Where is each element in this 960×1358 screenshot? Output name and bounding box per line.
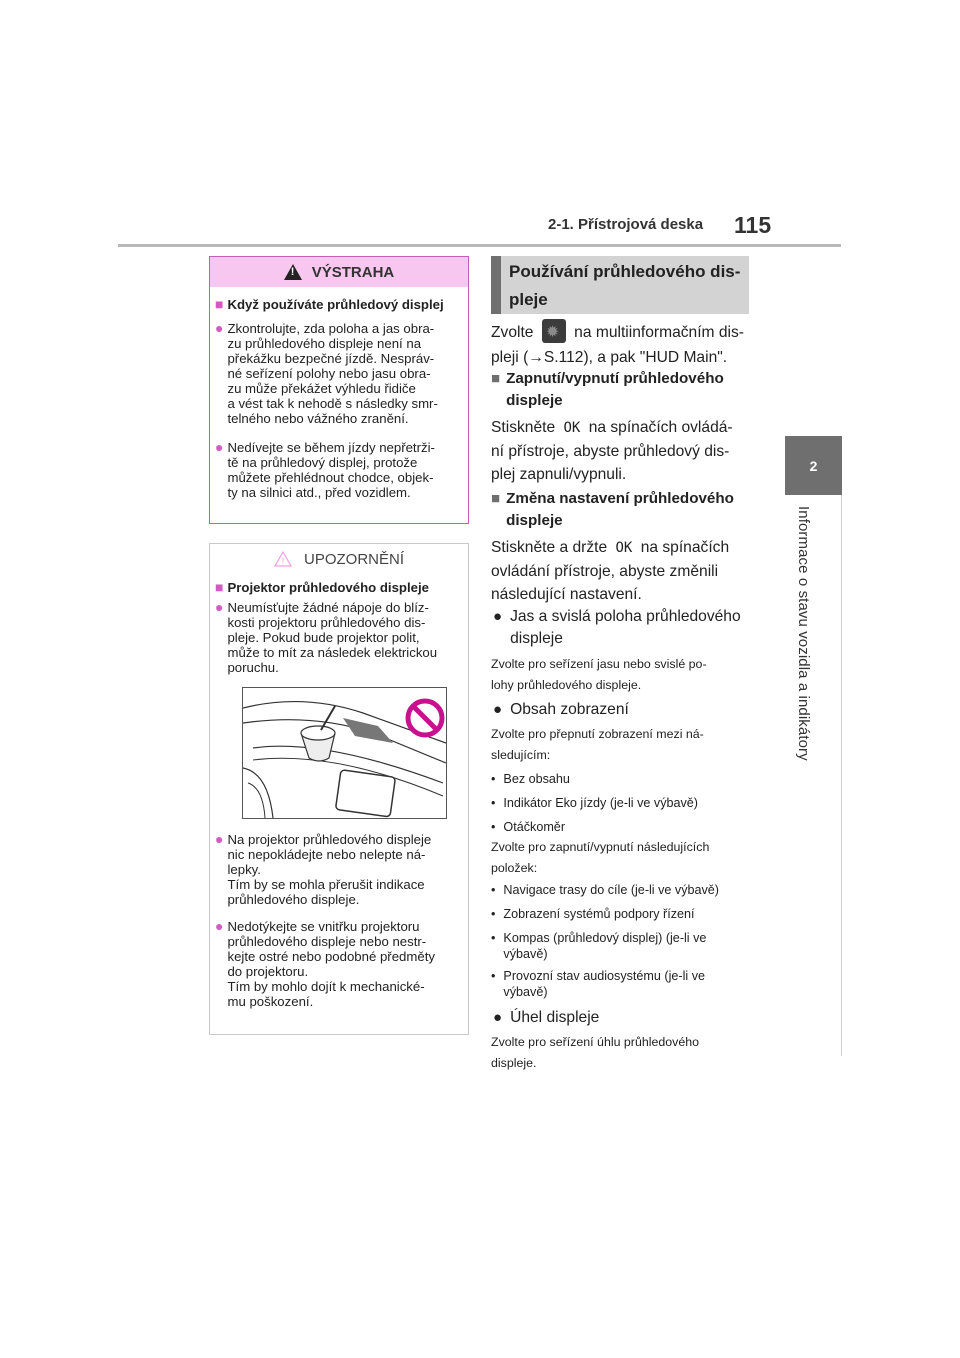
warning-header [210, 257, 468, 287]
content-option-list [491, 771, 749, 835]
item-content-title: ● Obsah zobrazení [491, 699, 749, 721]
bullet-dot-icon: ● [493, 1009, 503, 1026]
caution-triangle-icon [274, 551, 292, 567]
caution-box [209, 543, 469, 1035]
square-bullet-icon: ■ [491, 370, 501, 387]
item-angle-desc: Zvolte pro seřízení úhlu průhledového displeje. [491, 1035, 700, 1070]
list-item: • Otáčkoměr [491, 820, 566, 834]
caution-bullet: ● Na projektor průhledového displeje nic nepokládejte nebo nelepte ná- lepky. Tím by se mohla přerušit indikace průhledového displeje. [215, 831, 432, 907]
svg-text:!: ! [281, 556, 285, 567]
warning-title: VÝSTRAHA [311, 263, 395, 281]
round-bullet-icon: ● [215, 831, 224, 847]
section-title: Používání průhledového dis- pleje [509, 262, 741, 309]
item-brightness-desc: Zvolte pro seřízení jasu nebo svislé po- lohy průhledového displeje. [491, 657, 707, 692]
subsection-toggle-title: ■ Zapnutí/vypnutí průhledového displejе [491, 368, 749, 412]
toggle-instructions: Stiskněte OK na spínačích ovládá- ní přístroje, abyste průhledový dis- plej zapnuli/vypnuli. [491, 419, 733, 483]
list-item: • Zobrazení systémů podpory řízení [491, 907, 695, 921]
chapter-tab-title: Informace o stavu vozidla a indikátory [795, 506, 812, 761]
round-bullet-icon: ● [215, 320, 224, 336]
warning-bullet: ● Nedívejte se během jízdy nepřetrži- tě na průhledový displej, protože můžete přehlédnout chodce, objek- ty na silnici atd., před vozidlem. [215, 439, 435, 500]
bullet-dot-icon: ● [493, 608, 503, 625]
projector-illustration [242, 687, 447, 819]
caution-heading: ■ Projektor průhledového displeje [215, 579, 429, 595]
header-rule [118, 244, 841, 247]
round-bullet-icon: ● [215, 599, 224, 615]
round-bullet-icon: ● [215, 439, 224, 455]
square-bullet-icon: ■ [491, 490, 501, 507]
warning-heading: ■ Když používáte průhledový displej [215, 296, 444, 312]
list-item: • Provozní stav audiosystému (je-li ve výbavě) [491, 969, 706, 999]
caution-bullet: ● Neumísťujte žádné nápoje do blíz- kosti projektoru průhledového dis- pleje. Pokud bude projektor polit, může to mít za následek elektrickou poruchu. [215, 599, 438, 675]
warning-triangle-icon [284, 264, 302, 280]
chapter-tab-number[interactable]: 2 [785, 436, 842, 495]
page-number: 115 [734, 212, 772, 238]
square-bullet-icon: ■ [215, 296, 224, 312]
item-brightness-title: ● Jas a svislá poloha průhledového displeje [491, 606, 749, 650]
tab-divider [841, 436, 842, 1056]
round-bullet-icon: ● [215, 918, 224, 934]
item-content-desc2: Zvolte pro zapnutí/vypnutí následujících položek: [491, 840, 710, 875]
warning-bullet: ● Zkontrolujte, zda poloha a jas obra- zu průhledového displeje není na překážku bezpečné jízdě. Nespráv- né seřízení polohy nebo jasu obra- zu může překážet výhledu řidiče a vést tak k nehodě s následky smr- telného nebo vážného zranění. [215, 320, 438, 426]
subsection-settings-title: ■ Změna nastavení průhledového displeje [491, 488, 749, 532]
caution-title: UPOZORNĚNÍ [303, 550, 404, 568]
square-bullet-icon: ■ [215, 579, 224, 595]
section-header: 2-1. Přístrojová deska [548, 216, 704, 233]
list-item: • Kompas (průhledový displej) (je-li ve výbavě) [491, 931, 707, 961]
settings-instructions: Stiskněte a držte OK na spínačích ovládání přístroje, abyste změnili následující nastavení. [491, 539, 730, 603]
warning-box [209, 256, 469, 524]
ok-button-symbol: OK [563, 420, 581, 436]
settings-gear-icon [542, 319, 566, 343]
list-item: • Indikátor Eko jízdy (je-li ve výbavě) [491, 796, 698, 810]
list-item: • Navigace trasy do cíle (je-li ve výbavě) [491, 883, 719, 897]
list-item: • Bez obsahu [491, 772, 570, 786]
section-title-box [491, 256, 749, 314]
item-angle-title: ● Úhel displeje [491, 1007, 749, 1029]
ok-button-symbol: OK [615, 540, 633, 556]
bullet-dot-icon: ● [493, 701, 503, 718]
toggle-option-list [491, 882, 749, 1000]
item-content-desc: Zvolte pro přepnutí zobrazení mezi ná- sledujícím: [491, 727, 704, 762]
intro-paragraph: Zvolte ✹ na multiinformačním dis- pleji (→S.112), a pak "HUD Main". [491, 320, 749, 369]
caution-header [210, 544, 468, 574]
caution-bullet: ● Nedotýkejte se vnitřku projektoru průhledového displeje nebo nestr- kejte ostré nebo podobné předměty do projektoru. Tím by mohlo dojít k mechanické- mu poškození. [215, 918, 435, 1009]
